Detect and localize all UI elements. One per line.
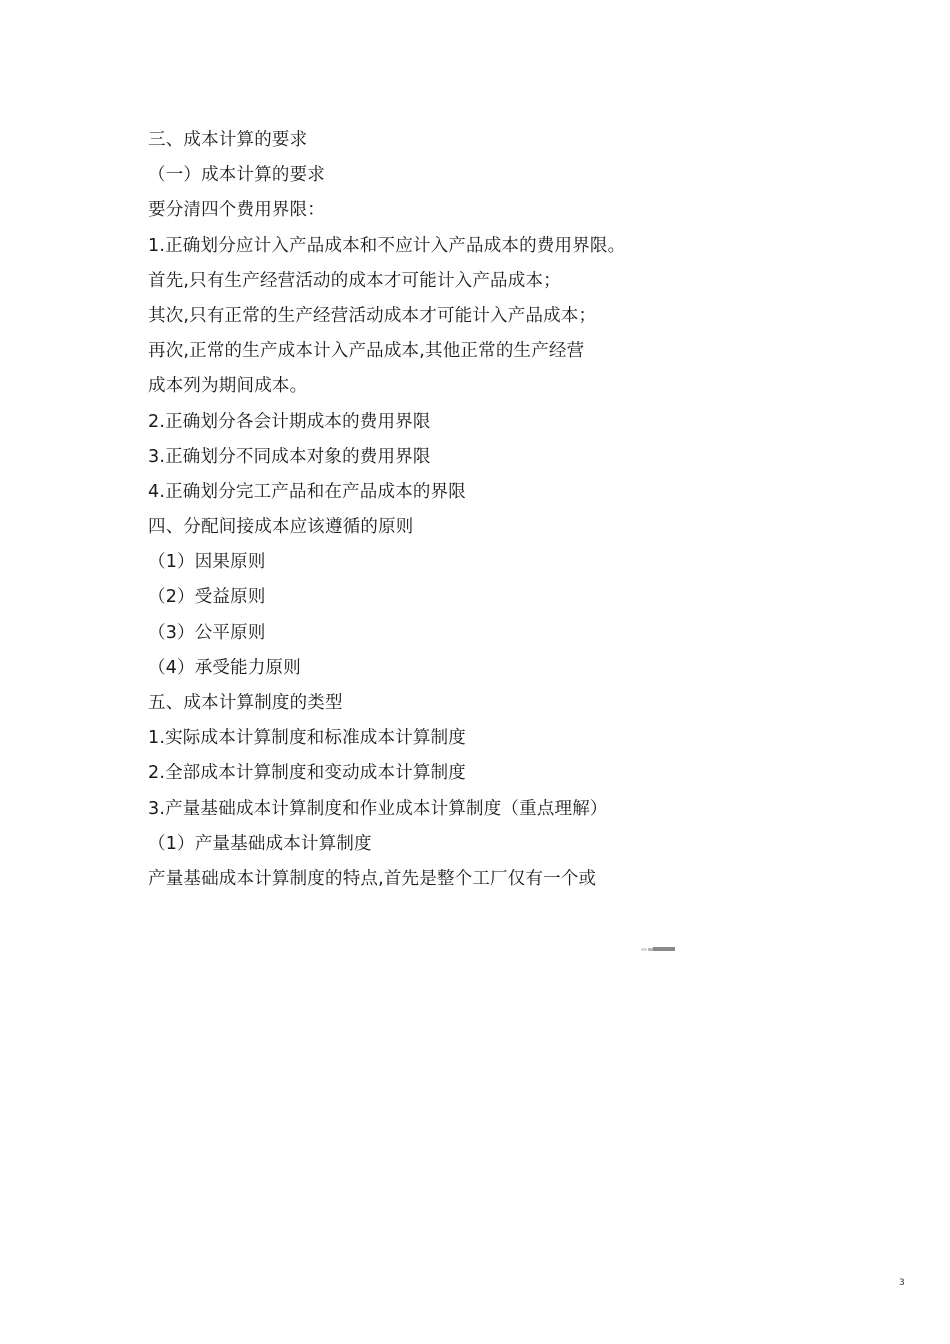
paragraph-line: 其次,只有正常的生产经营活动成本才可能计入产品成本；: [148, 305, 597, 326]
mark-segment: [653, 947, 675, 951]
section-heading-3: 三、成本计算的要求: [148, 130, 308, 150]
list-item: 3.正确划分不同成本对象的费用界限: [148, 446, 431, 467]
mark-segment: [641, 948, 647, 951]
section-heading-4: 四、分配间接成本应该遵循的原则: [148, 517, 414, 538]
list-item: （2）受益原则: [148, 587, 266, 608]
paragraph-line: 首先,只有生产经营活动的成本才可能计入产品成本；: [148, 270, 561, 291]
list-item: 1.实际成本计算制度和标准成本计算制度: [148, 728, 466, 749]
section-heading-5: 五、成本计算制度的类型: [148, 693, 343, 713]
page-body: [148, 123, 788, 897]
list-item: （1）产量基础成本计算制度: [148, 833, 372, 854]
list-item: （1）因果原则: [148, 552, 266, 573]
paragraph-line: 再次,正常的生产成本计入产品成本,其他正常的生产经营: [148, 341, 585, 362]
list-item: 2.全部成本计算制度和变动成本计算制度: [148, 763, 466, 784]
list-item: 3.产量基础成本计算制度和作业成本计算制度（重点理解）: [148, 798, 608, 819]
list-item: 2.正确划分各会计期成本的费用界限: [148, 411, 431, 432]
paragraph-line: 产量基础成本计算制度的特点,首先是整个工厂仅有一个或: [148, 868, 597, 889]
paragraph-line: 要分清四个费用界限：: [148, 200, 325, 221]
list-item: （3）公平原则: [148, 622, 266, 643]
list-item: （4）承受能力原则: [148, 657, 301, 678]
subsection-heading: （一）成本计算的要求: [148, 165, 325, 186]
paragraph-line: 成本列为期间成本。: [148, 376, 308, 397]
list-item: 4.正确划分完工产品和在产品成本的界限: [148, 481, 466, 502]
decorative-mark: [641, 947, 675, 952]
page-number: 3: [899, 1278, 905, 1288]
list-item: 1.正确划分应计入产品成本和不应计入产品成本的费用界限。: [148, 235, 626, 256]
